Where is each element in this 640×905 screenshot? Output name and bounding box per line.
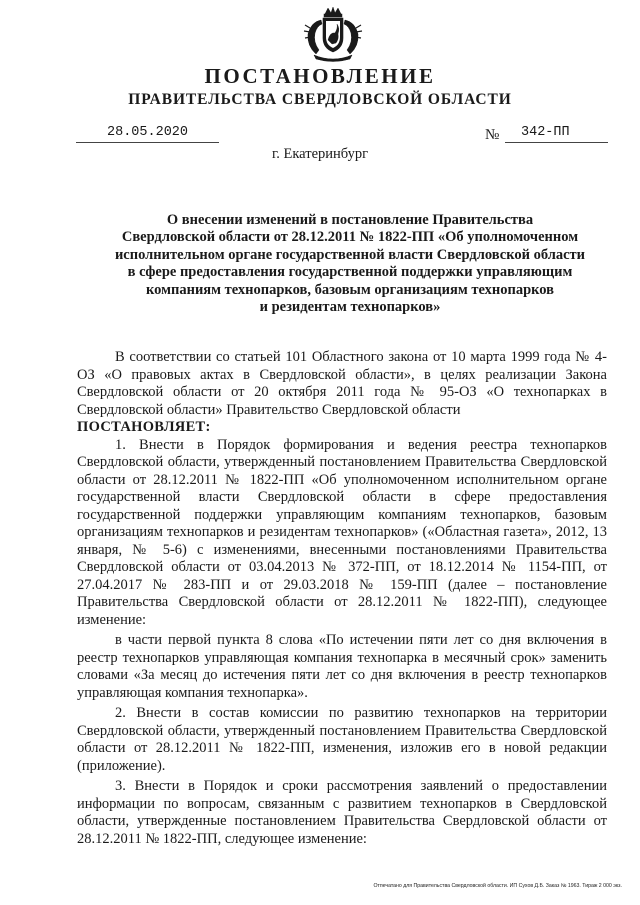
- preamble-paragraph: В соответствии со статьей 101 Областного закона от 10 марта 1999 года № 4-ОЗ «О правовых актах в Свердловской области», в целях реализации Закона Свердловской области от 20 октября 2011 года № 95-ОЗ «О технопарках в Свердловской области» Правительство Свердловской области: [77, 349, 607, 418]
- document-city: г. Екатеринбург: [271, 146, 369, 162]
- title-line: Свердловской области от 28.12.2011 № 1822-ПП «Об уполномоченном: [121, 229, 579, 246]
- title-line: компаниям технопарков, базовым организациям технопарков: [145, 281, 555, 298]
- title-line: исполнительном органе государственной власти Свердловской области: [114, 246, 586, 263]
- title-line: в сфере предоставления государственной поддержки управляющим: [127, 264, 573, 281]
- print-note: Отпечатано для Правительства Свердловской области. ИП Сухов Д.Б. Заказ № 1963. Тираж 2 000 экз.: [373, 883, 622, 889]
- document-date: 28.05.2020: [107, 125, 189, 140]
- resolve-heading: ПОСТАНОВЛЯЕТ:: [77, 419, 211, 435]
- coat-of-arms-icon: [302, 6, 364, 64]
- item-1-sub-paragraph: в части первой пункта 8 слова «По истечении пяти лет со дня включения в реестр технопарков управляющая компания технопарка в месячный срок» заменить словами «За месяц до истечения пяти лет со дня включения в реестр технопарков управляющая компания технопарка».: [77, 632, 607, 701]
- title-line: О внесении изменений в постановление Правительства: [166, 212, 534, 228]
- item-3-paragraph: 3. Внести в Порядок и сроки рассмотрения заявлений о предоставлении информации по вопросам, связанным с развитием технопарков в Свердловской области, утвержденные постановлением Правительства Свердловской области от 28.12.2011 № 1822-ПП, следующее изменение:: [77, 778, 607, 847]
- document-date-field: [76, 125, 219, 143]
- document-body: [77, 349, 607, 848]
- title-line: и резидентам технопарков»: [259, 299, 441, 316]
- document-issuer: ПРАВИТЕЛЬСТВА СВЕРДЛОВСКОЙ ОБЛАСТИ: [128, 91, 512, 108]
- item-1-paragraph: 1. Внести в Порядок формирования и ведения реестра технопарков Свердловской области, утвержденный постановлением Правительства Свердловской области от 28.12.2011 № 1822-ПП «Об уполномоченном исполнительном органе государственной власти Свердловской области в сфере предоставления государственной поддержки управляющим компаниям технопарков, базовым организациям технопарков и резидентам технопарков» («Областная газета», 2012, 13 января, № 5-6) с изменениями, внесенными постановлениями Правительства Свердловской области от 03.04.2013 № 372-ПП, от 18.12.2014 № 1154-ПП, от 27.04.2017 № 283-ПП и от 29.03.2018 № 159-ПП (далее – постановление Правительства Свердловской области от 28.12.2011 № 1822-ПП), следующее изменение:: [77, 436, 607, 628]
- item-2-paragraph: 2. Внести в состав комиссии по развитию технопарков на территории Свердловской области, утвержденный постановлением Правительства Свердловской области от 28.12.2011 № 1822-ПП, изменения, изложив его в новой редакции (приложение).: [77, 705, 607, 774]
- document-number-field: [505, 125, 608, 143]
- document-title: [80, 212, 620, 316]
- number-sign: №: [485, 127, 500, 143]
- document-type: ПОСТАНОВЛЕНИЕ: [204, 64, 436, 88]
- document-number: 342-ПП: [521, 125, 570, 140]
